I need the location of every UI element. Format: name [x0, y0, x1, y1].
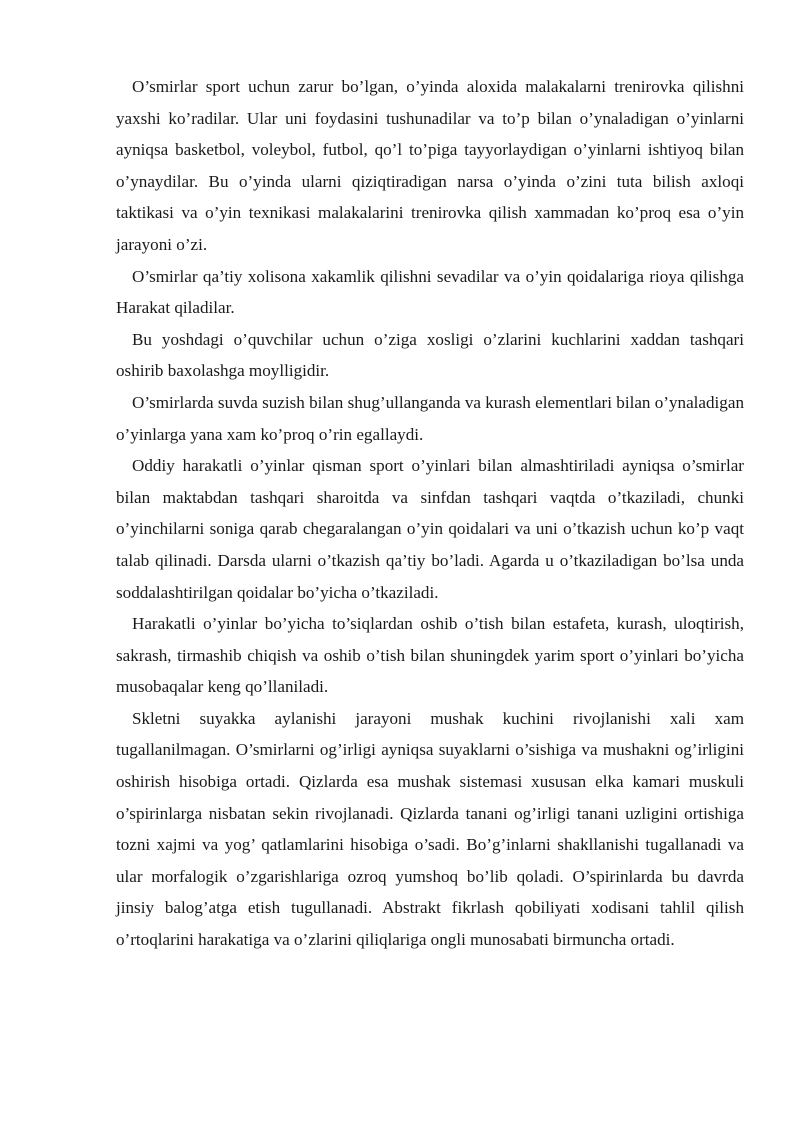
document-body	[116, 71, 744, 956]
paragraph-5: Oddiy harakatli o’yinlar qisman sport o’yinlari bilan almashtiriladi ayniqsa o’smirlar bilan maktabdan tashqari sharoitda va sinfdan tashqari vaqtda o’tkaziladi, chunki o’yinchilarni soniga qarab chegaralangan o’yin qoidalari va uni o’tkazish uchun ko’p vaqt talab qilinadi. Darsda ularni o’tkazish qa’tiy bo’ladi. Agarda u o’tkaziladigan bo’lsa unda soddalashtirilgan qoidalar bo’yicha o’tkaziladi.	[116, 456, 744, 602]
paragraph-4: O’smirlarda suvda suzish bilan shug’ullanganda va kurash elementlari bilan o’ynaladigan o’yinlarga yana xam ko’proq o’rin egallaydi.	[116, 392, 744, 444]
paragraph-7: Skletni suyakka aylanishi jarayoni mushak kuchini rivojlanishi xali xam tugallanilmagan. O’smirlarni og’irligi ayniqsa suyaklarni o’sishiga va mushakni og’irligini oshirish hisobiga ortadi. Qizlarda esa mushak sistemasi xususan elka kamari muskuli o’spirinlarga nisbatan sekin rivojlanadi. Qizlarda tanani og’irligi tanani uzligini ortishiga tozni xajmi va yog’ qatlamlarini hisobiga o’sadi. Bo’g’inlarni shakllanishi tugallanadi va ular morfalogik o’zgarishlariga ozroq yumshoq bo’lib qoladi. O’spirinlarda bu davrda jinsiy balog’atga etish tugullanadi. Abstrakt fikrlash qobiliyati xodisani tahlil qilish o’rtoqlarini harakatiga va o’zlarini qiliqlariga ongli munosabati birmuncha ortadi.	[116, 708, 744, 950]
paragraph-6: Harakatli o’yinlar bo’yicha to’siqlardan oshib o’tish bilan estafeta, kurash, uloqtirish, sakrash, tirmashib chiqish va oshib o’tish bilan shuningdek yarim sport o’yinlari bo’yicha musobaqalar keng qo’llaniladi.	[116, 614, 744, 697]
paragraph-3: Bu yoshdagi o’quvchilar uchun o’ziga xosligi o’zlarini kuchlarini xaddan tashqari oshirib baxolashga moylligidir.	[116, 329, 744, 381]
paragraph-2: O’smirlar qa’tiy xolisona xakamlik qilishni sevadilar va o’yin qoidalariga rioya qilishga Harakat qiladilar.	[116, 266, 744, 318]
paragraph-1: O’smirlar sport uchun zarur bo’lgan, o’yinda aloxida malakalarni trenirovka qilishni yaxshi ko’radilar. Ular uni foydasini tushunadilar va to’p bilan o’ynaladigan o’yinlarni ayniqsa basketbol, voleybol, futbol, qo’l to’piga tayyorlaydigan o’yinlarni ishtiyoq bilan o’ynaydilar. Bu o’yinda ularni qiziqtiradigan narsa o’yinda o’zini tuta bilish axloqi taktikasi va o’yin texnikasi malakalarini trenirovka qilish xammadan ko’proq esa o’yin jarayoni o’zi.	[116, 77, 744, 254]
